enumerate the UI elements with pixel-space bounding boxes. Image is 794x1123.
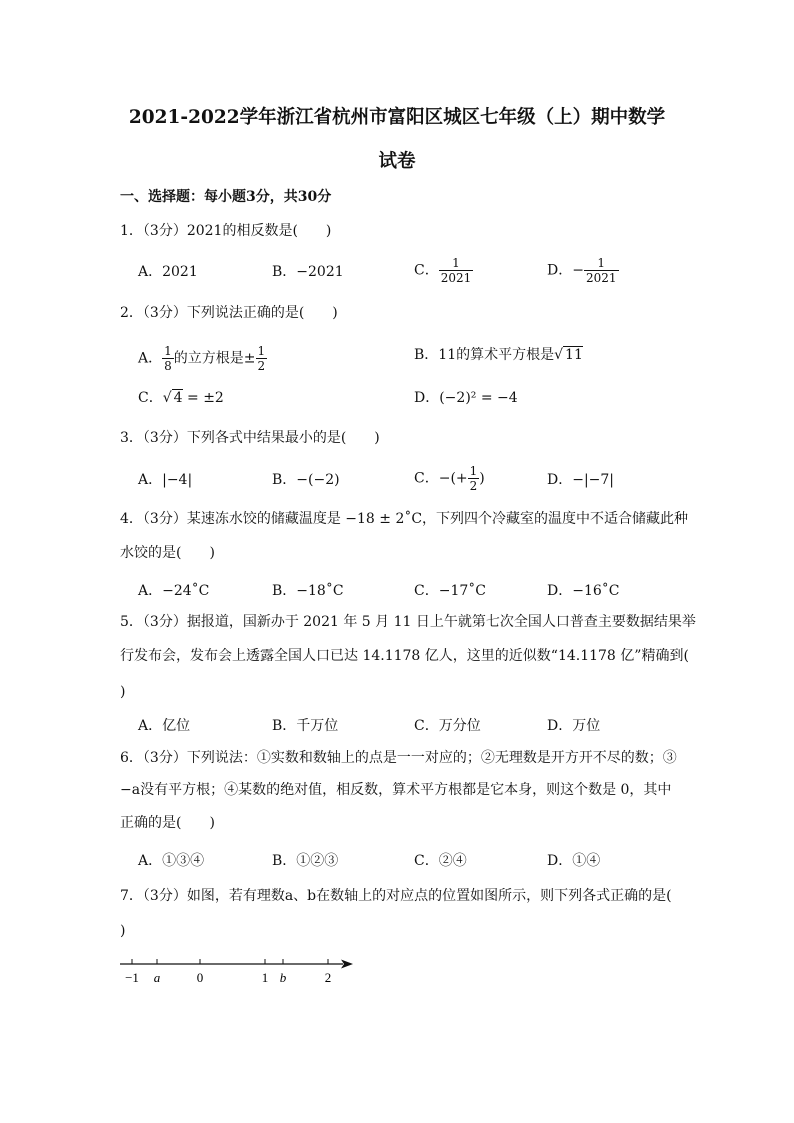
q1-c-denominator: 2021 xyxy=(440,271,472,285)
q2-option-a xyxy=(138,344,267,373)
q4-option-b: B．−18˚C xyxy=(272,583,344,599)
q4-option-a: A．−24˚C xyxy=(138,583,210,599)
q6-option-c: C．②④ xyxy=(414,853,467,869)
label-b: b xyxy=(279,970,287,985)
number-line-figure xyxy=(115,950,365,990)
q2-a-denominator-1: 8 xyxy=(164,359,172,373)
q1-option-b: B．−2021 xyxy=(272,264,344,280)
q2-a-fraction-1 xyxy=(162,344,174,373)
question-4-stem-line2: 水饺的是( ) xyxy=(120,545,215,561)
question-5-stem-line2: 行发布会，发布会上透露全国人口已达 14.1178 亿人，这里的近似数“14.1178 亿”精确到( xyxy=(120,648,689,664)
label-a: a xyxy=(153,970,161,985)
label-1: 1 xyxy=(261,970,269,985)
q6-option-b: B．①②③ xyxy=(272,853,339,869)
q3-option-d: D．−|−7| xyxy=(547,472,615,488)
q2-a-denominator-2: 2 xyxy=(257,359,266,373)
page-title-line2: 试卷 xyxy=(378,151,416,172)
q1-option-d-prefix: D．− xyxy=(547,262,584,279)
q1-c-numerator: 1 xyxy=(439,256,474,271)
q3-option-c-fraction xyxy=(468,464,480,493)
question-2-stem: 2．（3分）下列说法正确的是( ) xyxy=(120,305,338,321)
q2-option-b-prefix: B．11的算术平方根是 xyxy=(414,347,555,363)
question-3-stem: 3．（3分）下列各式中结果最小的是( ) xyxy=(120,430,380,446)
label-0: 0 xyxy=(196,970,204,985)
q2-option-b: B．11的算术平方根是√ 11 xyxy=(414,347,583,363)
q3-option-c-prefix: C．−(+ xyxy=(414,470,468,487)
q2-option-d: D．(−2)² = −4 xyxy=(414,390,518,406)
q1-d-denominator: 2021 xyxy=(585,271,617,285)
q2-option-c-radicand: 4 xyxy=(173,390,183,406)
q4-option-d: D．−16˚C xyxy=(547,583,620,599)
q2-option-c-suffix: = ±2 xyxy=(187,390,224,406)
q3-option-a: A．|−4| xyxy=(138,472,193,488)
question-1-stem: 1．（3分）2021的相反数是( ) xyxy=(120,223,332,239)
q5-option-c: C．万分位 xyxy=(414,718,481,734)
q2-a-numerator-2: 1 xyxy=(257,344,266,358)
question-7-stem-line1: 7．（3分）如图，若有理数a、b在数轴上的对应点的位置如图所示，则下列各式正确的是( xyxy=(120,888,672,904)
q1-option-a: A．2021 xyxy=(138,264,198,280)
q5-option-d: D．万位 xyxy=(547,718,601,734)
q2-option-a-mid: 的立方根是± xyxy=(173,350,256,367)
q1-option-c-fraction xyxy=(439,256,474,285)
q3-c-numerator: 1 xyxy=(469,464,478,478)
q2-option-c: C．√ 4 = ±2 xyxy=(138,390,224,406)
q3-option-b: B．−(−2) xyxy=(272,472,340,488)
q6-option-d: D．①④ xyxy=(547,853,601,869)
q3-option-c xyxy=(414,464,485,493)
q1-option-c-prefix: C． xyxy=(414,262,439,279)
q3-option-c-suffix: ) xyxy=(479,470,485,487)
q5-option-b: B．千万位 xyxy=(272,718,339,734)
q1-d-numerator: 1 xyxy=(584,256,619,271)
q3-c-denominator: 2 xyxy=(469,479,478,493)
question-6-stem-line1: 6．（3分）下列说法：①实数和数轴上的点是一一对应的；②无理数是开方开不尽的数；③ xyxy=(120,750,677,766)
q1-option-c xyxy=(414,256,473,285)
q2-a-numerator-1: 1 xyxy=(164,344,172,358)
question-7-stem-line2: ) xyxy=(120,923,126,939)
question-6-stem-line3: 正确的是( ) xyxy=(120,815,215,831)
question-5-stem-line1: 5．（3分）据报道，国新办于 2021 年 5 月 11 日上午就第七次全国人口普查主要数据结果举 xyxy=(120,614,696,630)
q2-option-b-radicand: 11 xyxy=(565,347,583,363)
q6-option-a: A．①③④ xyxy=(138,853,205,869)
label-minus-1: −1 xyxy=(125,970,139,985)
q1-option-d xyxy=(547,256,619,285)
q1-option-d-fraction xyxy=(584,256,619,285)
q2-option-c-prefix: C． xyxy=(138,390,163,406)
question-5-stem-line3: ) xyxy=(120,684,126,700)
q5-option-a: A．亿位 xyxy=(138,718,191,734)
page-title-line1: 2021-2022学年浙江省杭州市富阳区城区七年级（上）期中数学 xyxy=(128,107,666,128)
question-4-stem-line1: 4．（3分）某速冻水饺的储藏温度是 −18 ± 2˚C，下列四个冷藏室的温度中不适合储藏此种 xyxy=(120,511,689,527)
q2-a-fraction-2 xyxy=(256,344,268,373)
q4-option-c: C．−17˚C xyxy=(414,583,486,599)
label-2: 2 xyxy=(324,970,332,985)
question-6-stem-line2: −a没有平方根；④某数的绝对值，相反数，算术平方根都是它本身，则这个数是 0，其中 xyxy=(120,782,672,798)
q2-option-a-prefix: A． xyxy=(138,350,163,367)
section-heading: 一、选择题：每小题3分，共30分 xyxy=(120,189,332,205)
